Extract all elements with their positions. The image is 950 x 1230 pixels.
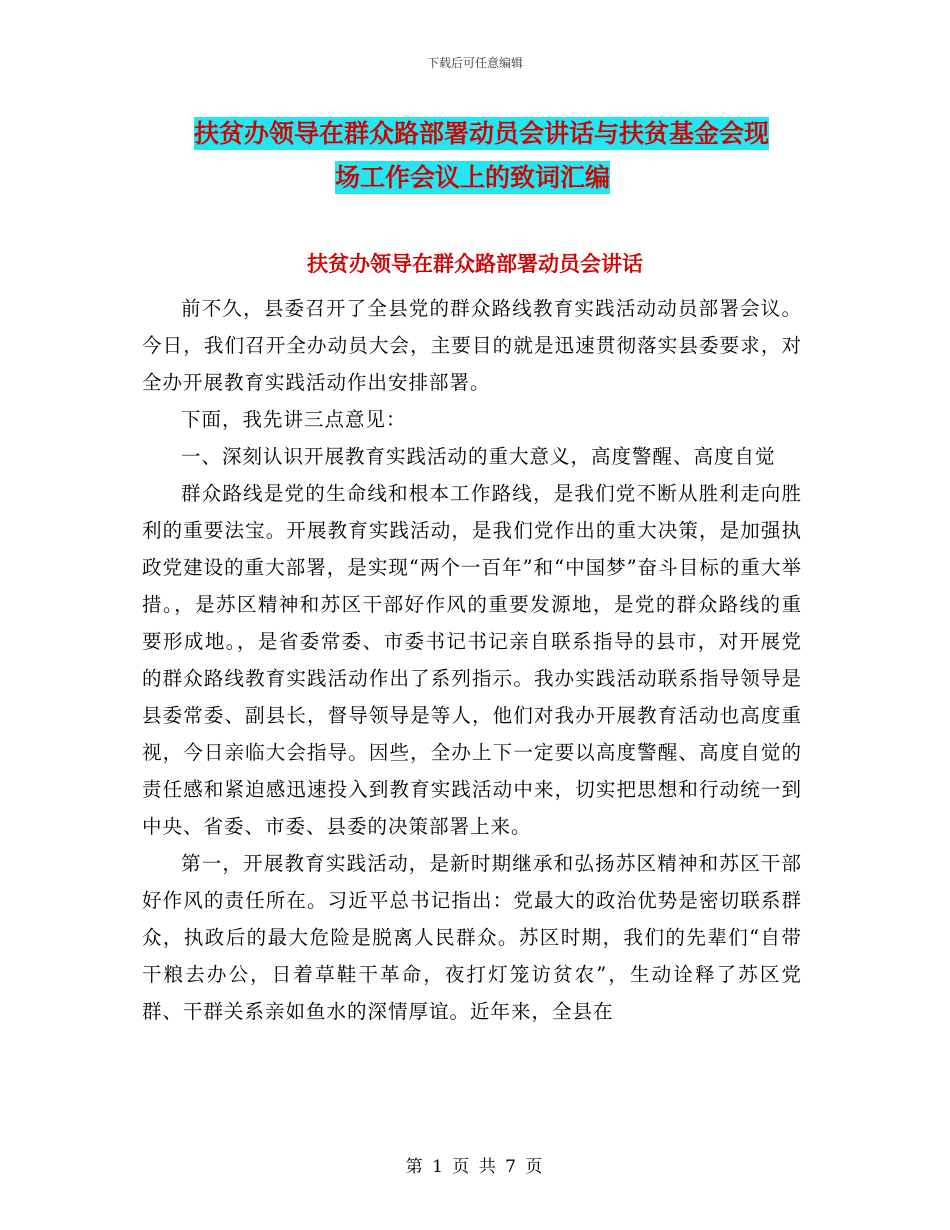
document-title <box>150 112 850 200</box>
document-body <box>142 290 802 1030</box>
header-note: 下载后可任意编辑 <box>426 56 523 70</box>
paragraph-outline: 下面，我先讲三点意见： <box>181 408 407 431</box>
paragraph-intro: 前不久，县委召开了全县党的群众路线教育实践活动动员部署会议。今日，我们召开全办动员大会，主要目的就是迅速贯彻落实县委要求，对全办开展教育实践活动作出安排部署。 <box>142 297 802 394</box>
paragraph-first-point: 第一，开展教育实践活动，是新时期继承和弘扬苏区精神和苏区干部好作风的责任所在。习近平总书记指出：党最大的政治优势是密切联系群众，执政后的最大危险是脱离人民群众。苏区时期，我们的先辈们“自带干粮去办公，日着草鞋干革命，夜打灯笼访贫农”，生动诠释了苏区党群、干群关系亲如鱼水的深情厚谊。近年来，全县在 <box>142 852 802 1023</box>
paragraph-mass-line: 群众路线是党的生命线和根本工作路线，是我们党不断从胜利走向胜利的重要法宝。开展教育实践活动，是我们党作出的重大决策，是加强执政党建设的重大部署，是实现“两个一百年”和“中国梦”奋斗目标的重大举措。，是苏区精神和苏区干部好作风的重要发源地，是党的群众路线的重要形成地。，是省委常委、市委书记书记亲自联系指导的县市，对开展党的群众路线教育实践活动作出了系列指示。我办实践活动联系指导领导是县委常委、副县长，督导领导是等人，他们对我办开展教育活动也高度重视，今日亲临大会指导。因些，全办上下一定要以高度警醒、高度自觉的责任感和紧迫感迅速投入到教育实践活动中来，切实把思想和行动统一到中央、省委、市委、县委的决策部署上来。 <box>142 482 802 838</box>
section-title: 扶贫办领导在群众路部署动员会讲话 <box>307 252 643 276</box>
paragraph-heading-1: 一、深刻认识开展教育实践活动的重大意义，高度警醒、高度自觉 <box>181 445 776 468</box>
document-title-line-1: 扶贫办领导在群众路部署动员会讲话与扶贫基金会现 <box>194 119 770 148</box>
document-title-line-2: 场工作会议上的致词汇编 <box>335 163 611 192</box>
page-number: 第 1 页 共 7 页 <box>405 1157 545 1177</box>
